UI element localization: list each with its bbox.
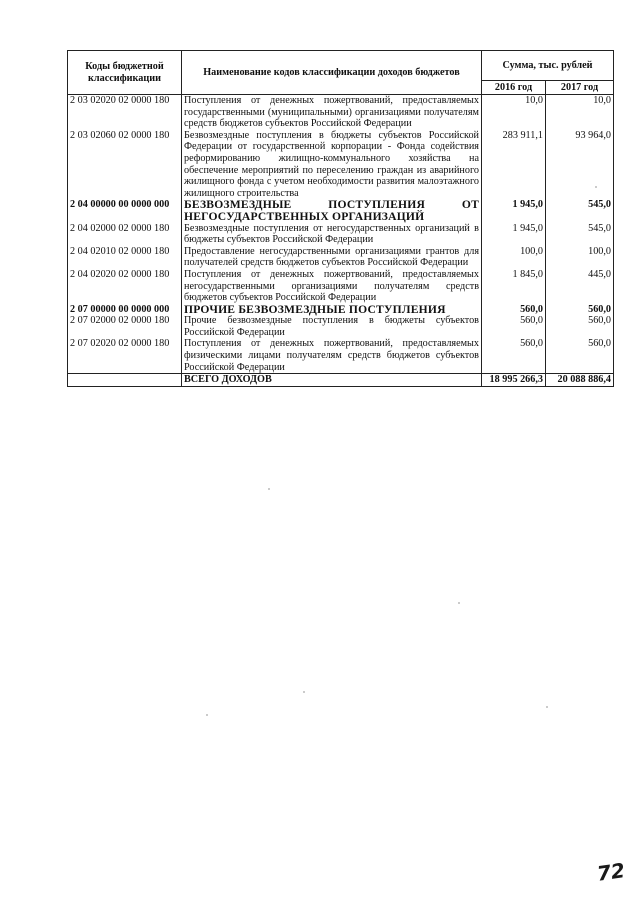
row-value-2017: 560,0 — [546, 315, 614, 338]
total-name: ВСЕГО ДОХОДОВ — [182, 374, 482, 387]
row-value-2017: 93 964,0 — [546, 130, 614, 200]
table-row-section — [68, 199, 614, 222]
page-number: 72 — [595, 858, 627, 886]
table-row-total — [68, 374, 614, 387]
header-sum: Сумма, тыс. рублей — [482, 51, 614, 81]
total-value-2016: 18 995 266,3 — [482, 374, 546, 387]
row-value-2016: 283 911,1 — [482, 130, 546, 200]
scan-speck — [546, 706, 548, 708]
scan-speck — [206, 714, 208, 716]
table-row — [68, 95, 614, 130]
row-code: 2 03 02020 02 0000 180 — [68, 95, 182, 130]
row-value-2017: 560,0 — [546, 304, 614, 316]
row-value-2016: 1 945,0 — [482, 199, 546, 222]
row-name: Безвозмездные поступления в бюджеты субъектов Российской Федерации от государственной корпорации - Фонда содействия реформированию жилищно-коммунального хозяйства на обеспечение мероприятий по переселению граждан из аварийного жилищного фонда с учетом необходимости развития малоэтажного жилищного строительства — [182, 130, 482, 200]
row-name: Поступления от денежных пожертвований, предоставляемых негосударственными организациями получателям средств бюджетов субъектов Российской Федерации — [182, 269, 482, 304]
scan-speck — [595, 186, 597, 188]
row-name: Прочие безвозмездные поступления в бюджеты субъектов Российской Федерации — [182, 315, 482, 338]
row-value-2016: 560,0 — [482, 338, 546, 373]
row-code: 2 07 02020 02 0000 180 — [68, 338, 182, 373]
row-value-2016: 10,0 — [482, 95, 546, 130]
row-code: 2 04 02010 02 0000 180 — [68, 246, 182, 269]
row-code: 2 04 02000 02 0000 180 — [68, 223, 182, 246]
row-name: БЕЗВОЗМЕЗДНЫЕ ПОСТУПЛЕНИЯ ОТ НЕГОСУДАРСТВЕННЫХ ОРГАНИЗАЦИЙ — [182, 199, 482, 222]
table-row — [68, 246, 614, 269]
table-row — [68, 338, 614, 373]
row-value-2016: 1 845,0 — [482, 269, 546, 304]
scan-speck — [268, 488, 270, 490]
row-value-2016: 560,0 — [482, 315, 546, 338]
row-code: 2 03 02060 02 0000 180 — [68, 130, 182, 200]
header-codes: Коды бюджетной классификации — [68, 51, 182, 95]
row-name: Предоставление негосударственными организациями грантов для получателей средств бюджетов субъектов Российской Федерации — [182, 246, 482, 269]
header-year-2016: 2016 год — [482, 81, 546, 95]
table-row-section — [68, 304, 614, 316]
row-value-2017: 445,0 — [546, 269, 614, 304]
table-row — [68, 269, 614, 304]
row-code: 2 07 02000 02 0000 180 — [68, 315, 182, 338]
table-row — [68, 315, 614, 338]
row-name: Поступления от денежных пожертвований, предоставляемых физическими лицами получателям средств бюджетов субъектов Российской Федерации — [182, 338, 482, 373]
total-code-empty — [68, 374, 182, 387]
row-value-2017: 100,0 — [546, 246, 614, 269]
row-value-2016: 100,0 — [482, 246, 546, 269]
row-value-2017: 560,0 — [546, 338, 614, 373]
row-code: 2 04 00000 00 0000 000 — [68, 199, 182, 222]
row-value-2017: 545,0 — [546, 223, 614, 246]
table-row — [68, 223, 614, 246]
total-value-2017: 20 088 886,4 — [546, 374, 614, 387]
row-name: Поступления от денежных пожертвований, предоставляемых государственными (муниципальными) организациями получателям средств бюджетов субъектов Российской Федерации — [182, 95, 482, 130]
row-code: 2 07 00000 00 0000 000 — [68, 304, 182, 316]
table-row — [68, 130, 614, 200]
budget-revenue-table — [67, 50, 614, 387]
header-name: Наименование кодов классификации доходов бюджетов — [182, 51, 482, 95]
scan-speck — [458, 602, 460, 604]
header-year-2017: 2017 год — [546, 81, 614, 95]
row-name: Безвозмездные поступления от негосударственных организаций в бюджеты субъектов Российской Федерации — [182, 223, 482, 246]
row-value-2017: 10,0 — [546, 95, 614, 130]
row-code: 2 04 02020 02 0000 180 — [68, 269, 182, 304]
row-value-2017: 545,0 — [546, 199, 614, 222]
row-name: ПРОЧИЕ БЕЗВОЗМЕЗДНЫЕ ПОСТУПЛЕНИЯ — [182, 304, 482, 316]
row-value-2016: 1 945,0 — [482, 223, 546, 246]
scan-speck — [303, 691, 305, 693]
row-value-2016: 560,0 — [482, 304, 546, 316]
